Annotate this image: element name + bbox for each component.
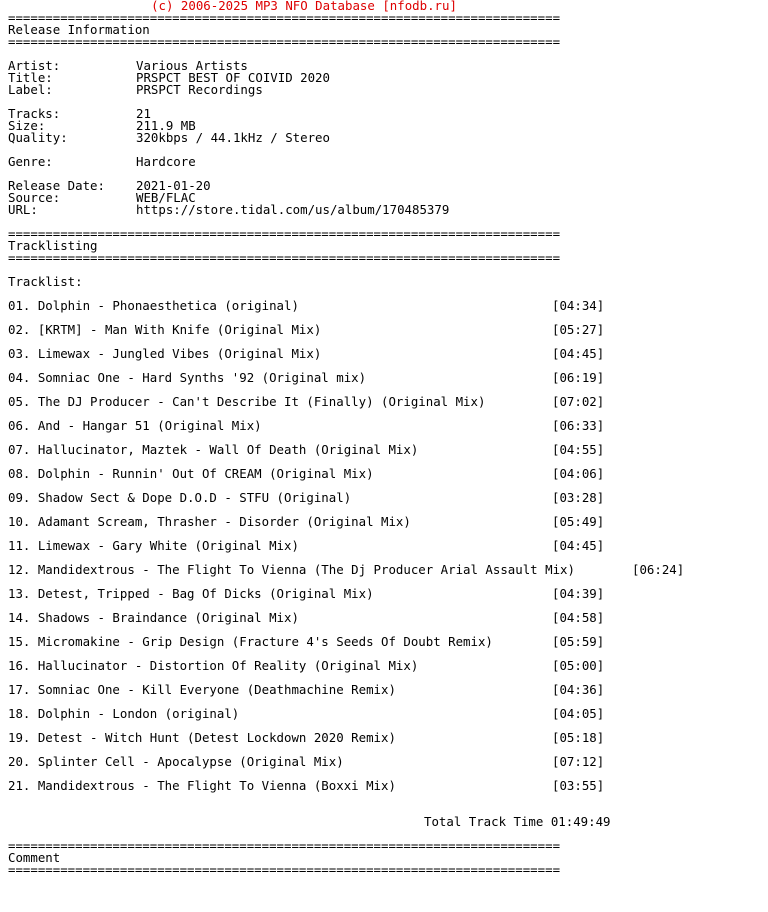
quality-label: Quality:: [8, 130, 68, 145]
nfodb-header: (c) 2006-2025 MP3 NFO Database [nfodb.ru]: [151, 0, 457, 13]
track-duration: [06:33]: [552, 418, 605, 433]
genre-value: Hardcore: [136, 154, 196, 169]
track-duration: [05:27]: [552, 322, 605, 337]
track-title: 19. Detest - Witch Hunt (Detest Lockdown 2020 Remix): [8, 730, 396, 745]
track-title: 14. Shadows - Braindance (Original Mix): [8, 610, 299, 625]
release-date-label: Release Date:: [8, 178, 105, 193]
source-value: WEB/FLAC: [136, 190, 196, 205]
track-duration: [04:06]: [552, 466, 605, 481]
section-title-tracklisting: Tracklisting: [8, 238, 98, 253]
track-title: 09. Shadow Sect & Dope D.O.D - STFU (Original): [8, 490, 352, 505]
track-duration: [05:59]: [552, 634, 605, 649]
track-duration: [07:12]: [552, 754, 605, 769]
title-label: Title:: [8, 70, 53, 85]
record-label-value: PRSPCT Recordings: [136, 82, 263, 97]
track-duration: [04:45]: [552, 538, 605, 553]
divider: ==========================================================================: [8, 252, 561, 264]
url-value: https://store.tidal.com/us/album/170485379: [136, 202, 450, 217]
track-duration: [04:58]: [552, 610, 605, 625]
tracks-value: 21: [136, 106, 151, 121]
track-title: 12. Mandidextrous - The Flight To Vienna (The Dj Producer Arial Assault Mix): [8, 562, 575, 577]
divider: ==========================================================================: [8, 36, 561, 48]
track-duration: [05:18]: [552, 730, 605, 745]
divider: ==========================================================================: [8, 864, 561, 876]
track-duration: [05:49]: [552, 514, 605, 529]
track-title: 04. Somniac One - Hard Synths '92 (Original mix): [8, 370, 367, 385]
track-title: 20. Splinter Cell - Apocalypse (Original Mix): [8, 754, 344, 769]
tracklist-heading: Tracklist:: [8, 274, 83, 289]
track-title: 15. Micromakine - Grip Design (Fracture 4's Seeds Of Doubt Remix): [8, 634, 493, 649]
section-title-comment: Comment: [8, 850, 61, 865]
track-duration: [04:45]: [552, 346, 605, 361]
divider: ==========================================================================: [8, 12, 561, 24]
title-value: PRSPCT BEST OF COIVID 2020: [136, 70, 330, 85]
divider: ==========================================================================: [8, 228, 561, 240]
section-title-release-information: Release Information: [8, 22, 150, 37]
track-title: 03. Limewax - Jungled Vibes (Original Mix): [8, 346, 322, 361]
size-label: Size:: [8, 118, 46, 133]
quality-value: 320kbps / 44.1kHz / Stereo: [136, 130, 330, 145]
track-duration: [04:05]: [552, 706, 605, 721]
track-title: 18. Dolphin - London (original): [8, 706, 240, 721]
track-duration: [04:39]: [552, 586, 605, 601]
track-duration: [06:19]: [552, 370, 605, 385]
track-duration: [03:28]: [552, 490, 605, 505]
record-label-label: Label:: [8, 82, 53, 97]
track-duration: [04:55]: [552, 442, 605, 457]
track-title: 06. And - Hangar 51 (Original Mix): [8, 418, 262, 433]
source-label: Source:: [8, 190, 61, 205]
track-duration: [04:36]: [552, 682, 605, 697]
track-title: 11. Limewax - Gary White (Original Mix): [8, 538, 299, 553]
track-title: 05. The DJ Producer - Can't Describe It (Finally) (Original Mix): [8, 394, 486, 409]
track-title: 10. Adamant Scream, Thrasher - Disorder (Original Mix): [8, 514, 411, 529]
track-title: 21. Mandidextrous - The Flight To Vienna (Boxxi Mix): [8, 778, 396, 793]
divider: ==========================================================================: [8, 840, 561, 852]
tracks-label: Tracks:: [8, 106, 61, 121]
track-duration: [03:55]: [552, 778, 605, 793]
track-title: 16. Hallucinator - Distortion Of Reality (Original Mix): [8, 658, 419, 673]
track-title: 07. Hallucinator, Maztek - Wall Of Death (Original Mix): [8, 442, 419, 457]
track-title: 02. [KRTM] - Man With Knife (Original Mix): [8, 322, 322, 337]
track-duration: [06:24]: [632, 562, 685, 577]
url-label: URL:: [8, 202, 38, 217]
artist-label: Artist:: [8, 58, 61, 73]
track-duration: [05:00]: [552, 658, 605, 673]
track-duration: [04:34]: [552, 298, 605, 313]
genre-label: Genre:: [8, 154, 53, 169]
track-title: 13. Detest, Tripped - Bag Of Dicks (Original Mix): [8, 586, 374, 601]
total-track-time: Total Track Time 01:49:49: [424, 814, 611, 829]
size-value: 211.9 MB: [136, 118, 196, 133]
track-duration: [07:02]: [552, 394, 605, 409]
track-title: 17. Somniac One - Kill Everyone (Deathmachine Remix): [8, 682, 396, 697]
release-date-value: 2021-01-20: [136, 178, 211, 193]
track-title: 08. Dolphin - Runnin' Out Of CREAM (Original Mix): [8, 466, 374, 481]
track-title: 01. Dolphin - Phonaesthetica (original): [8, 298, 299, 313]
artist-value: Various Artists: [136, 58, 248, 73]
